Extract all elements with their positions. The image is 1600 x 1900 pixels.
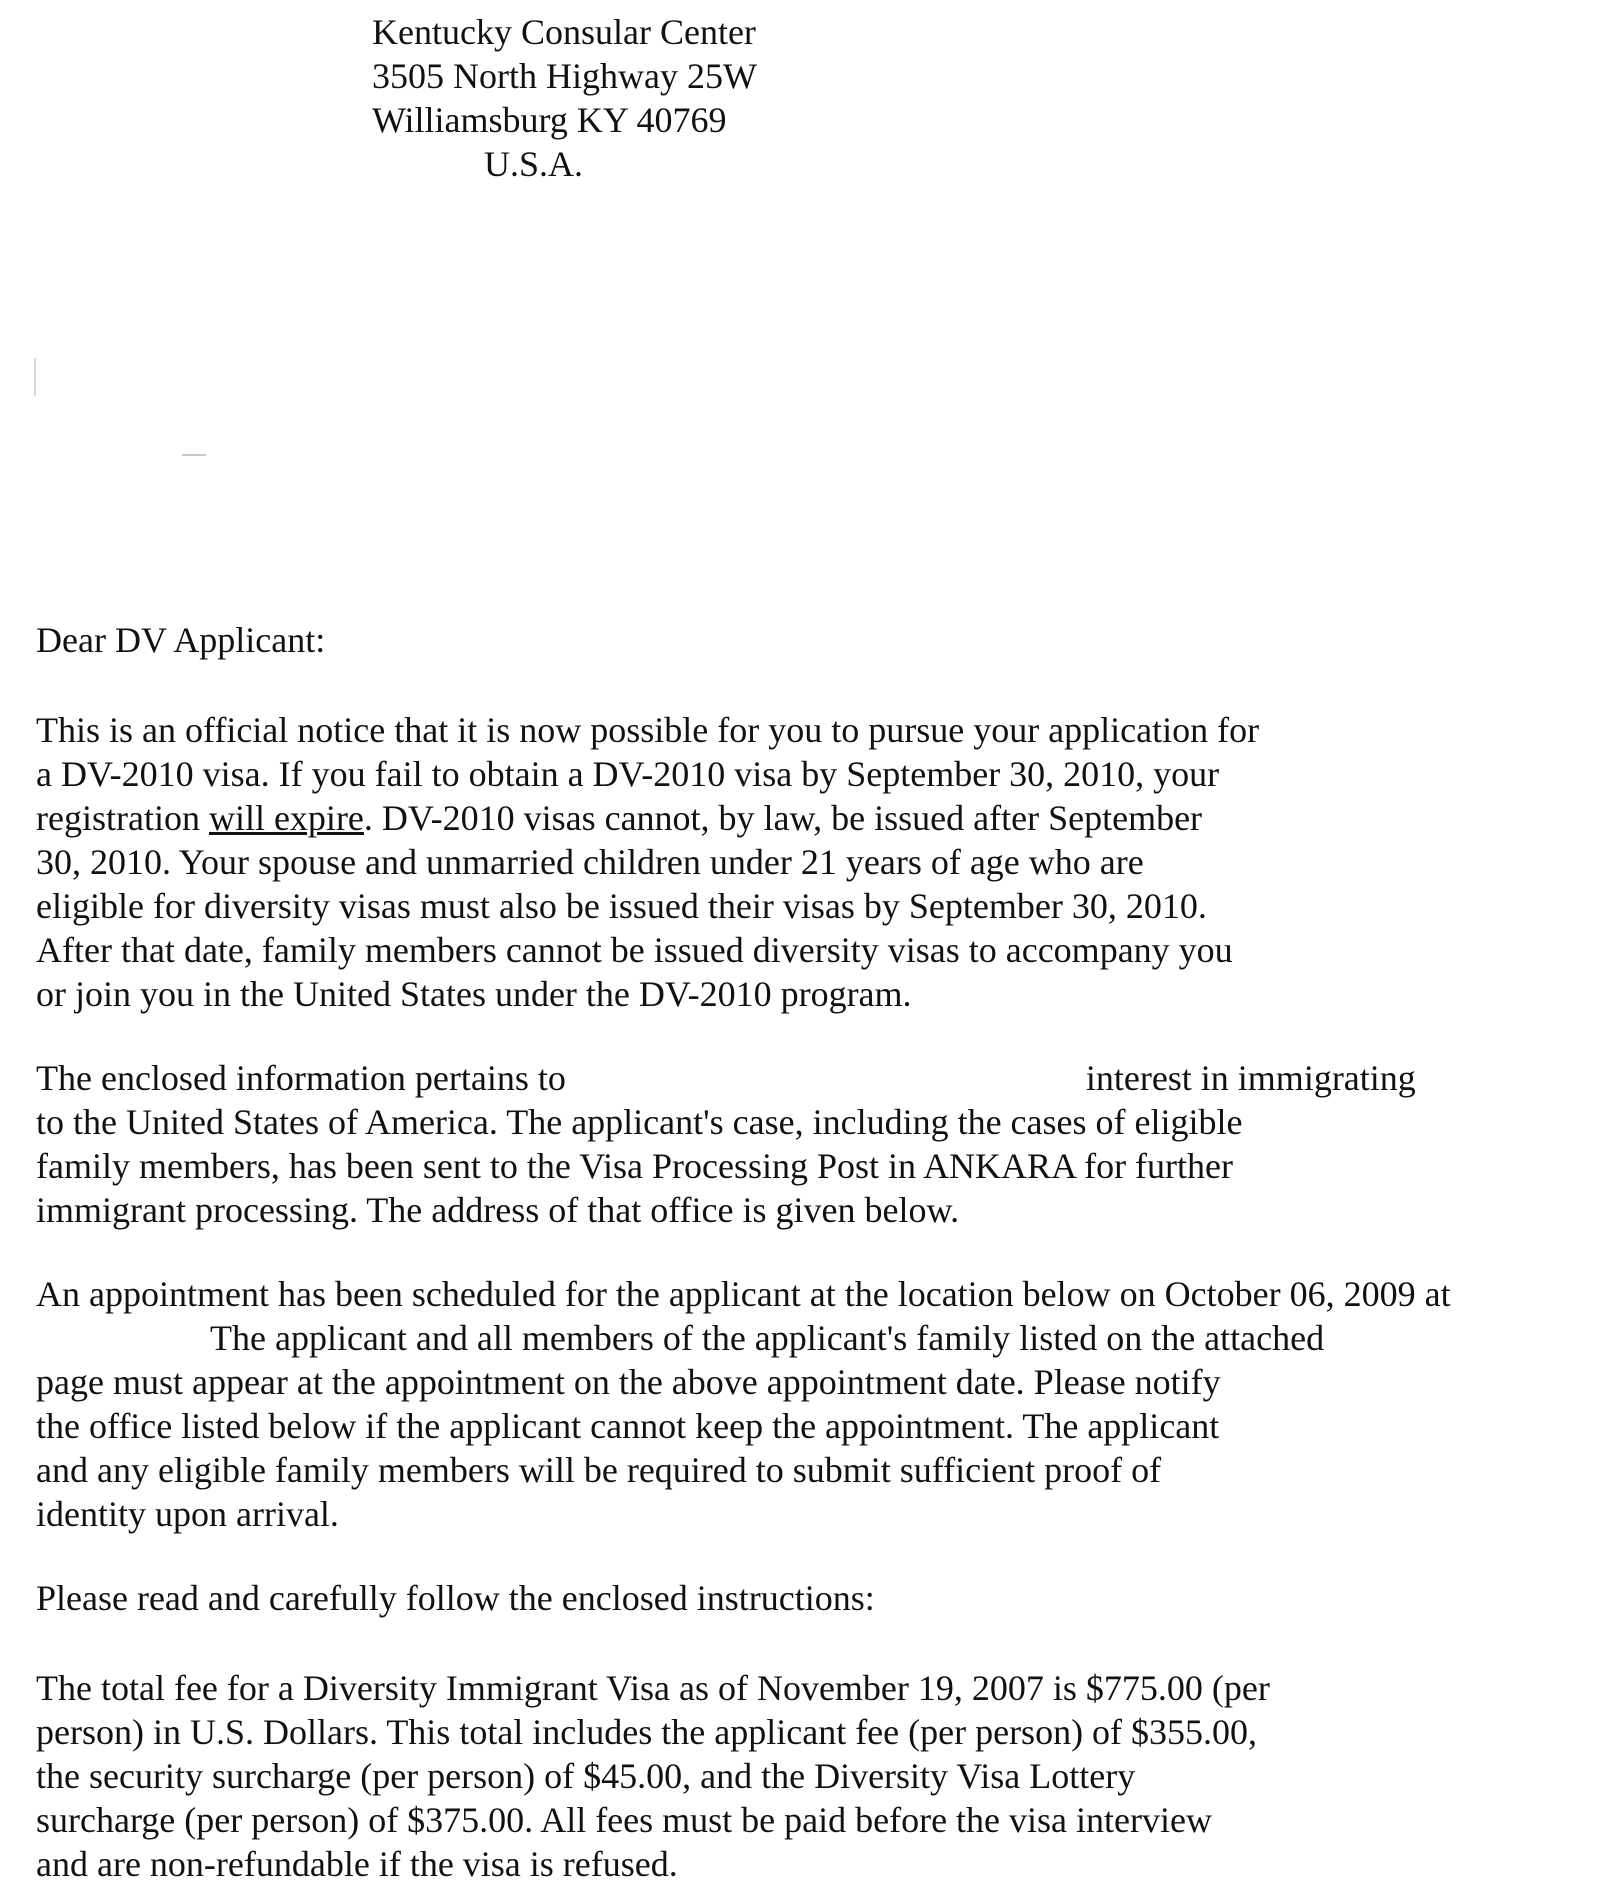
paragraph-notice bbox=[36, 708, 1259, 1016]
sender-address bbox=[372, 10, 757, 186]
address-line-2: 3505 North Highway 25W bbox=[372, 56, 757, 96]
paragraph-appointment bbox=[36, 1272, 1451, 1536]
paragraph-line: The applicant and all members of the applicant's family listed on the attached bbox=[210, 1318, 1325, 1358]
paragraph-line: surcharge (per person) of $375.00. All fees must be paid before the visa interview bbox=[36, 1800, 1212, 1840]
redaction-mark bbox=[34, 358, 36, 396]
salutation: Dear DV Applicant: bbox=[36, 620, 326, 660]
paragraph-line: or join you in the United States under the DV-2010 program. bbox=[36, 974, 912, 1014]
text-segment: The enclosed information pertains to bbox=[36, 1058, 566, 1098]
paragraph-line: This is an official notice that it is now possible for you to pursue your application for bbox=[36, 710, 1260, 750]
paragraph-case-info bbox=[36, 1056, 1416, 1232]
address-line-3: Williamsburg KY 40769 bbox=[372, 100, 727, 140]
paragraph-line: the office listed below if the applicant cannot keep the appointment. The applicant bbox=[36, 1406, 1220, 1446]
paragraph-line: After that date, family members cannot be issued diversity visas to accompany you bbox=[36, 930, 1233, 970]
text-segment: interest in immigrating bbox=[1085, 1058, 1416, 1098]
paragraph-line: and any eligible family members will be required to submit sufficient proof of bbox=[36, 1450, 1162, 1490]
paragraph-line: Please read and carefully follow the enclosed instructions: bbox=[36, 1578, 875, 1618]
paragraph-line: page must appear at the appointment on the above appointment date. Please notify bbox=[36, 1362, 1221, 1402]
paragraph-instructions bbox=[36, 1576, 875, 1620]
paragraph-line: identity upon arrival. bbox=[36, 1494, 339, 1534]
paragraph-line: immigrant processing. The address of that office is given below. bbox=[36, 1190, 960, 1230]
paragraph-line: family members, has been sent to the Visa Processing Post in ANKARA for further bbox=[36, 1146, 1233, 1186]
paragraph-line: An appointment has been scheduled for the applicant at the location below on October 06, 2009 at bbox=[36, 1274, 1451, 1314]
address-line-4: U.S.A. bbox=[484, 144, 584, 184]
paragraph-line: and are non-refundable if the visa is refused. bbox=[36, 1844, 678, 1884]
scan-artifact bbox=[182, 454, 206, 456]
paragraph-line: person) in U.S. Dollars. This total includes the applicant fee (per person) of $355.00, bbox=[36, 1712, 1258, 1752]
paragraph-line: 30, 2010. Your spouse and unmarried children under 21 years of age who are bbox=[36, 842, 1144, 882]
address-line-1: Kentucky Consular Center bbox=[372, 12, 756, 52]
paragraph-line: the security surcharge (per person) of $45.00, and the Diversity Visa Lottery bbox=[36, 1756, 1136, 1796]
paragraph-line bbox=[36, 796, 1259, 840]
paragraph-line: eligible for diversity visas must also be issued their visas by September 30, 2010. bbox=[36, 886, 1207, 926]
paragraph-line bbox=[36, 1056, 1416, 1100]
paragraph-line: The total fee for a Diversity Immigrant Visa as of November 19, 2007 is $775.00 (per bbox=[36, 1668, 1270, 1708]
text-segment: registration bbox=[36, 798, 209, 838]
paragraph-line: to the United States of America. The applicant's case, including the cases of eligible bbox=[36, 1102, 1243, 1142]
underlined-text: will expire bbox=[208, 798, 364, 838]
paragraph-fees bbox=[36, 1666, 1270, 1886]
text-segment: . DV-2010 visas cannot, by law, be issued after September bbox=[363, 798, 1203, 838]
paragraph-line: a DV-2010 visa. If you fail to obtain a DV-2010 visa by September 30, 2010, your bbox=[36, 754, 1220, 794]
